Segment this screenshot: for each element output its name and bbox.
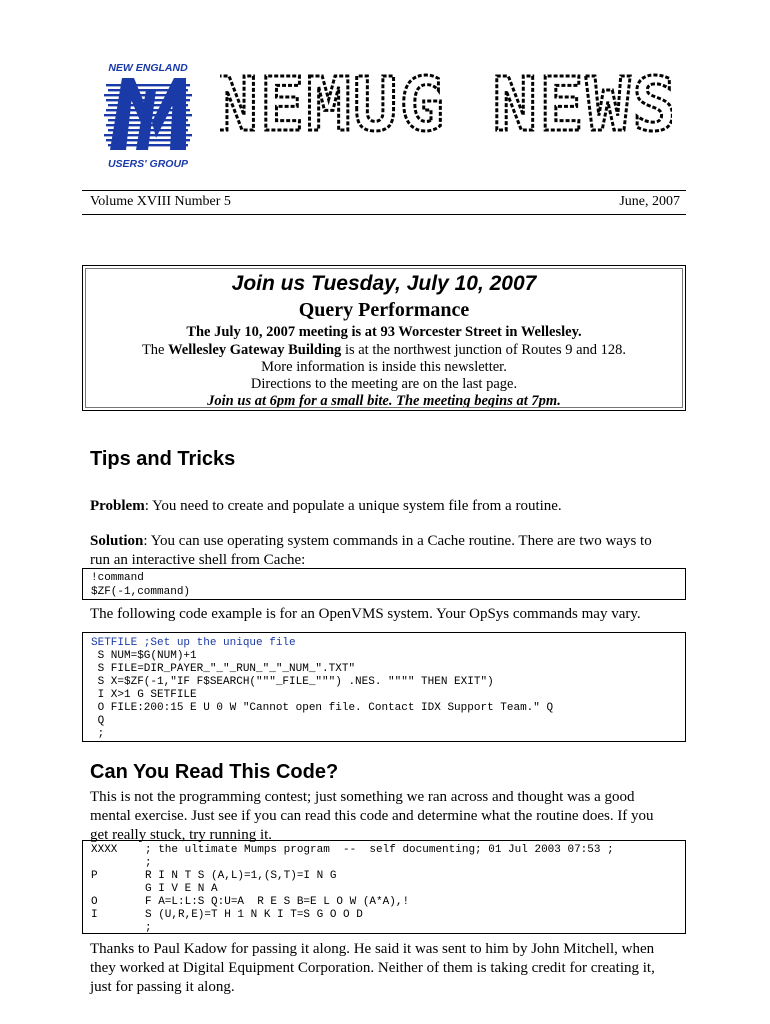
masthead-text: NEMUG NEWS	[220, 72, 672, 144]
example-note: The following code example is for an OpenVMS system. Your OpSys commands may vary.	[90, 606, 641, 622]
shell-line: $ZF(-1,command)	[91, 586, 191, 598]
masthead-title	[220, 72, 672, 144]
code-line: I X>1 G SETFILE	[91, 689, 197, 701]
mumps-line: R I N T S (A,L)=1,(S,T)=I N G	[145, 870, 337, 882]
shell-line: !command	[91, 572, 144, 584]
meeting-building: The Wellesley Gateway Building is at the northwest junction of Routes 9 and 128.	[141, 342, 627, 358]
code-line: S NUM=$G(NUM)+1	[91, 650, 197, 662]
mumps-label: O	[91, 896, 98, 908]
problem-paragraph: Problem: You need to create and populate a unique system file from a routine.	[90, 498, 562, 514]
mumps-line: F A=L:L:S Q:U=A R E S B=E L O W (A*A),!	[145, 896, 410, 908]
meeting-time: Join us at 6pm for a small bite. The meeting begins at 7pm.	[207, 393, 561, 409]
mumps-label: P	[91, 870, 98, 882]
code-line: Q	[91, 715, 105, 727]
mumps-line: ;	[145, 922, 152, 934]
code-label-line: SETFILE ;Set up the unique file	[91, 637, 296, 649]
solution-paragraph: Solution: You can use operating system commands in a Cache routine. There are two ways to run an interactive shell from Cache:	[90, 533, 652, 568]
logo-bottom-text: USERS' GROUP	[107, 158, 189, 170]
logo-top-text: NEW ENGLAND	[108, 62, 188, 74]
code-line: ;	[91, 728, 105, 740]
code-line: S X=$ZF(-1,"IF F$SEARCH("""_FILE_""") .NES. """" THEN EXIT")	[91, 676, 494, 688]
issue-volume: Volume XVIII Number 5	[90, 194, 231, 209]
nemug-logo	[96, 60, 200, 172]
shell-commands-box	[82, 568, 686, 600]
issue-rule	[82, 214, 686, 215]
mumps-label: XXXX	[91, 844, 118, 856]
issue-date: June, 2007	[619, 194, 680, 209]
meeting-title: Join us Tuesday, July 10, 2007	[231, 272, 537, 295]
mumps-line: ;	[145, 857, 152, 869]
mumps-code-box	[82, 840, 686, 934]
code-line: O FILE:200:15 E U 0 W "Cannot open file. Contact IDX Support Team." Q	[91, 702, 554, 714]
meeting-announcement	[82, 265, 686, 411]
thanks-line: they worked at Digital Equipment Corporation. Neither of them is taking credit for creating it,	[90, 960, 655, 976]
read-code-intro	[90, 788, 690, 845]
read-code-heading: Can You Read This Code?	[90, 761, 339, 783]
meeting-location: The July 10, 2007 meeting is at 93 Worcester Street in Wellesley.	[186, 324, 582, 340]
tips-heading: Tips and Tricks	[90, 448, 236, 470]
meeting-directions: Directions to the meeting are on the last page.	[250, 376, 518, 392]
header-rule	[82, 190, 686, 191]
mumps-label: I	[91, 909, 98, 921]
mumps-line: G I V E N A	[145, 883, 218, 895]
thanks-paragraph	[90, 940, 690, 997]
intro-line: This is not the programming contest; just something we ran across and thought was a good	[90, 789, 635, 805]
meeting-subtitle: Query Performance	[298, 299, 470, 321]
mumps-line: S (U,R,E)=T H 1 N K I T=S G O O D	[145, 909, 363, 921]
mumps-line: ; the ultimate Mumps program -- self documenting; 01 Jul 2003 07:53 ;	[145, 844, 614, 856]
thanks-line: just for passing it along.	[90, 979, 235, 995]
intro-line: mental exercise. Just see if you can read this code and determine what the routine does. If you	[90, 808, 654, 824]
intro-line: get really stuck, try running it.	[90, 827, 273, 843]
code-example-box	[82, 632, 686, 742]
thanks-line: Thanks to Paul Kadow for passing it along. He said it was sent to him by John Mitchell, when	[90, 941, 655, 957]
meeting-more-info: More information is inside this newsletter.	[261, 359, 507, 375]
code-line: S FILE=DIR_PAYER_"_"_RUN_"_"_NUM_".TXT"	[91, 663, 356, 675]
